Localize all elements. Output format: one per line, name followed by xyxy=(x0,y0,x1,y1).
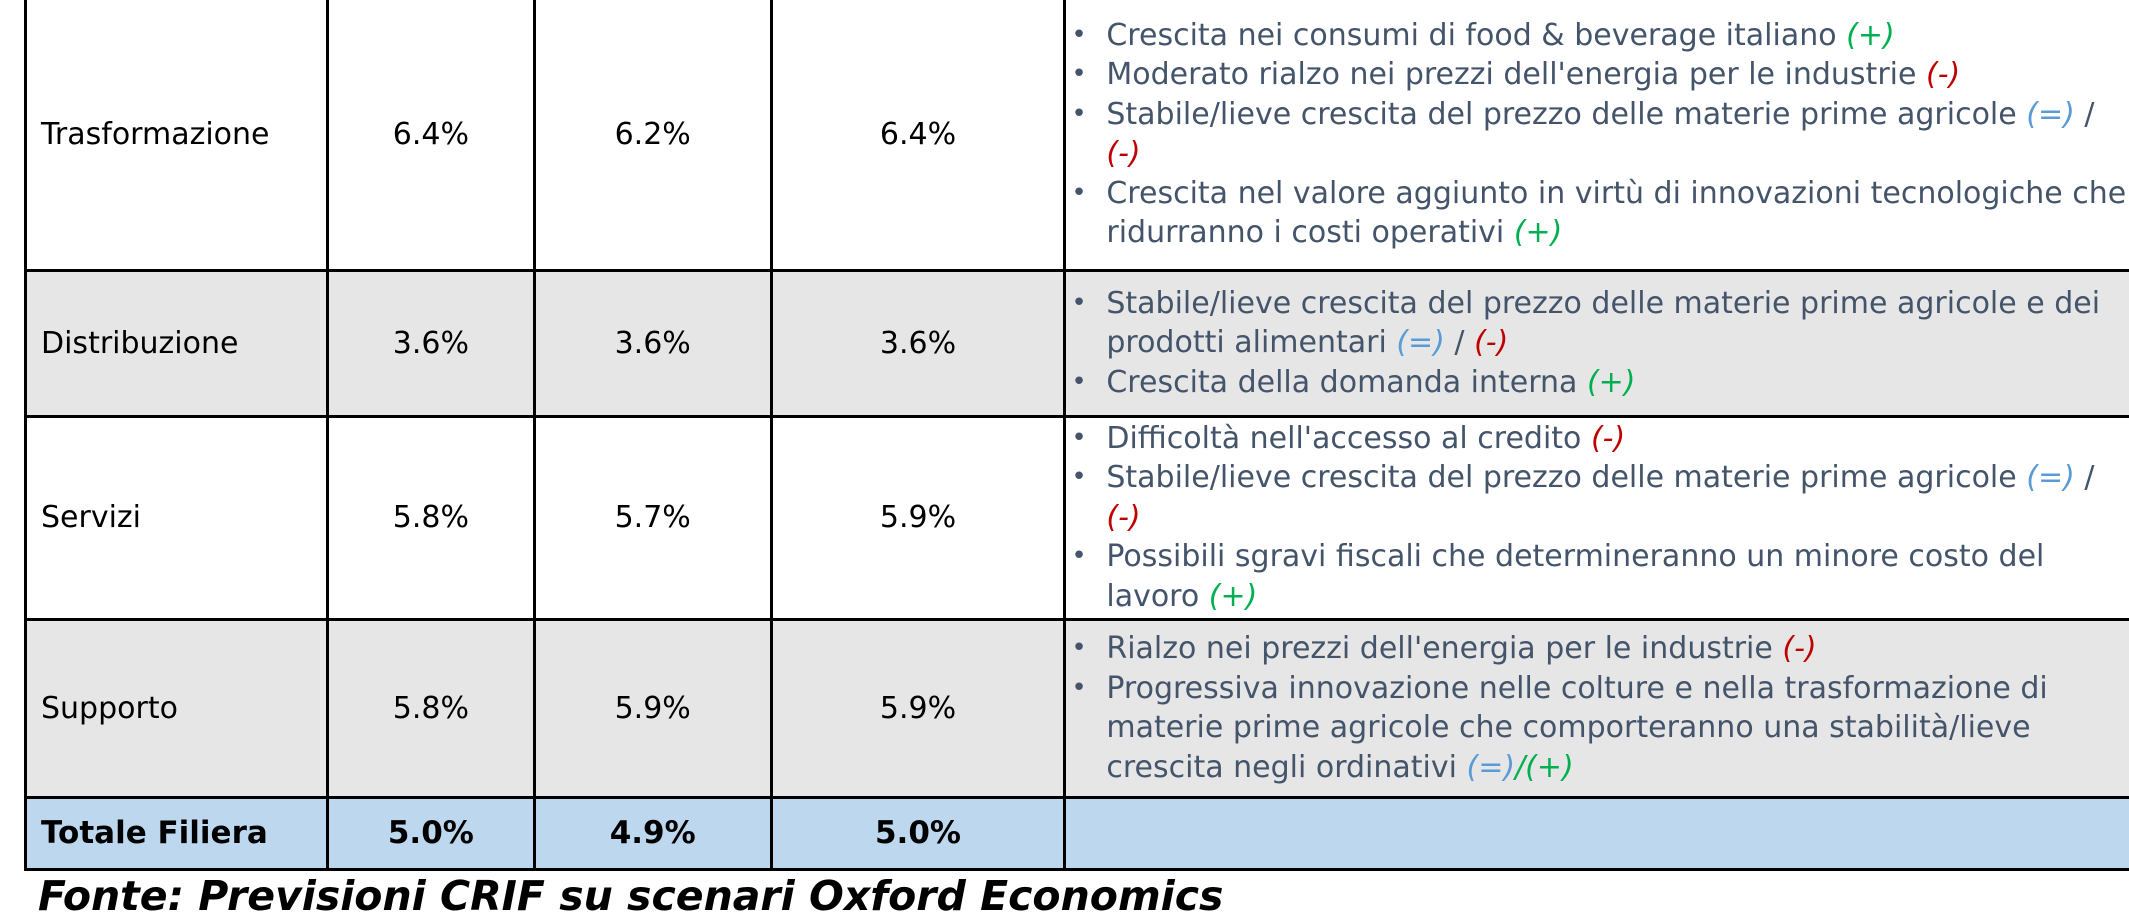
impact-plus-marker: (+) xyxy=(1525,749,1574,785)
impact-eq-marker: (=) xyxy=(1466,749,1516,785)
notes-cell xyxy=(1065,0,2129,270)
category-cell: Trasformazione xyxy=(26,0,328,270)
category-cell: Servizi xyxy=(26,416,328,619)
value-cell: 6.4% xyxy=(327,0,534,270)
value-cell: 6.4% xyxy=(771,0,1065,270)
note-item xyxy=(1106,174,2129,253)
value-cell: 5.9% xyxy=(771,416,1065,619)
value-cell: 5.7% xyxy=(534,416,771,619)
notes-list xyxy=(1066,16,2129,253)
total-value: 5.0% xyxy=(771,797,1065,869)
note-item xyxy=(1106,16,2129,56)
note-text: Stabile/lieve crescita del prezzo delle materie prime agricole xyxy=(1106,460,2027,496)
note-text: Rialzo nei prezzi dell'energia per le industrie xyxy=(1106,631,1783,666)
impact-plus-marker: (+) xyxy=(1513,215,1563,251)
impact-minus-marker: (-) xyxy=(1925,57,1961,93)
note-item xyxy=(1106,537,2129,616)
total-row xyxy=(26,797,2129,869)
value-cell: 3.6% xyxy=(771,270,1065,416)
impact-eq-marker: (=) xyxy=(2026,96,2075,132)
note-item xyxy=(1106,669,2129,788)
notes-cell xyxy=(1065,270,2129,416)
impact-minus-marker: (-) xyxy=(1106,136,1141,172)
impact-plus-marker: / xyxy=(1515,749,1526,785)
impact-minus-marker: (-) xyxy=(1590,420,1626,456)
category-cell: Supporto xyxy=(26,619,328,797)
value-cell: 5.8% xyxy=(327,416,534,619)
impact-eq-marker: (=) xyxy=(2026,460,2075,496)
notes-list xyxy=(1066,629,2129,787)
note-item xyxy=(1106,95,2129,174)
note-text: Crescita nel valore aggiunto in virtù di innovazioni tecnologiche che ridurranno i costi operativi xyxy=(1106,175,2127,251)
source-caption: Fonte: Previsioni CRIF su scenari Oxford Economics xyxy=(38,872,1224,920)
note-text: / xyxy=(1444,325,1475,361)
impact-minus-marker: (-) xyxy=(1782,631,1817,666)
note-item xyxy=(1106,363,2129,403)
impact-plus-marker: (+) xyxy=(1846,17,1895,53)
total-value: 5.0% xyxy=(327,797,534,869)
note-item xyxy=(1106,284,2129,363)
total-label: Totale Filiera xyxy=(26,797,328,869)
value-cell: 6.2% xyxy=(534,0,771,270)
notes-list xyxy=(1066,284,2129,403)
note-text: Stabile/lieve crescita del prezzo delle materie prime agricole xyxy=(1106,96,2027,132)
impact-plus-marker: (+) xyxy=(1208,578,1258,614)
value-cell: 3.6% xyxy=(534,270,771,416)
value-cell: 3.6% xyxy=(327,270,534,416)
value-cell: 5.9% xyxy=(771,619,1065,797)
note-text: Moderato rialzo nei prezzi dell'energia per le industrie xyxy=(1106,57,1926,93)
notes-list xyxy=(1066,419,2129,617)
impact-minus-marker: (-) xyxy=(1106,499,1141,535)
impact-minus-marker: (-) xyxy=(1474,325,1509,361)
total-value: 4.9% xyxy=(534,797,771,869)
table-row xyxy=(26,416,2129,619)
forecast-table xyxy=(24,0,2129,871)
table-row xyxy=(26,270,2129,416)
category-cell: Distribuzione xyxy=(26,270,328,416)
note-text: Difficoltà nell'accesso al credito xyxy=(1106,420,1591,456)
note-text: Stabile/lieve crescita del prezzo delle materie prime agricole e dei prodotti alimentari xyxy=(1106,285,2101,361)
note-item xyxy=(1106,458,2129,537)
note-item xyxy=(1106,419,2129,459)
impact-plus-marker: (+) xyxy=(1586,364,1636,400)
table-row xyxy=(26,619,2129,797)
total-empty-cell xyxy=(1065,797,2129,869)
note-text: / xyxy=(2074,96,2095,132)
note-item xyxy=(1106,629,2129,669)
note-text: / xyxy=(2074,460,2095,496)
notes-cell xyxy=(1065,619,2129,797)
value-cell: 5.9% xyxy=(534,619,771,797)
table-row xyxy=(26,0,2129,270)
note-text: Crescita nei consumi di food & beverage italiano xyxy=(1106,17,1847,53)
note-text: Progressiva innovazione nelle colture e nella trasformazione di materie prime agricole che comporteranno una stabilità/lieve crescita negli ordinativi xyxy=(1106,670,2048,785)
value-cell: 5.8% xyxy=(327,619,534,797)
note-item xyxy=(1106,55,2129,95)
impact-eq-marker: (=) xyxy=(1396,325,1445,361)
note-text: Possibili sgravi fiscali che determineranno un minore costo del lavoro xyxy=(1106,539,2045,614)
note-text: Crescita della domanda interna xyxy=(1106,364,1587,400)
notes-cell xyxy=(1065,416,2129,619)
